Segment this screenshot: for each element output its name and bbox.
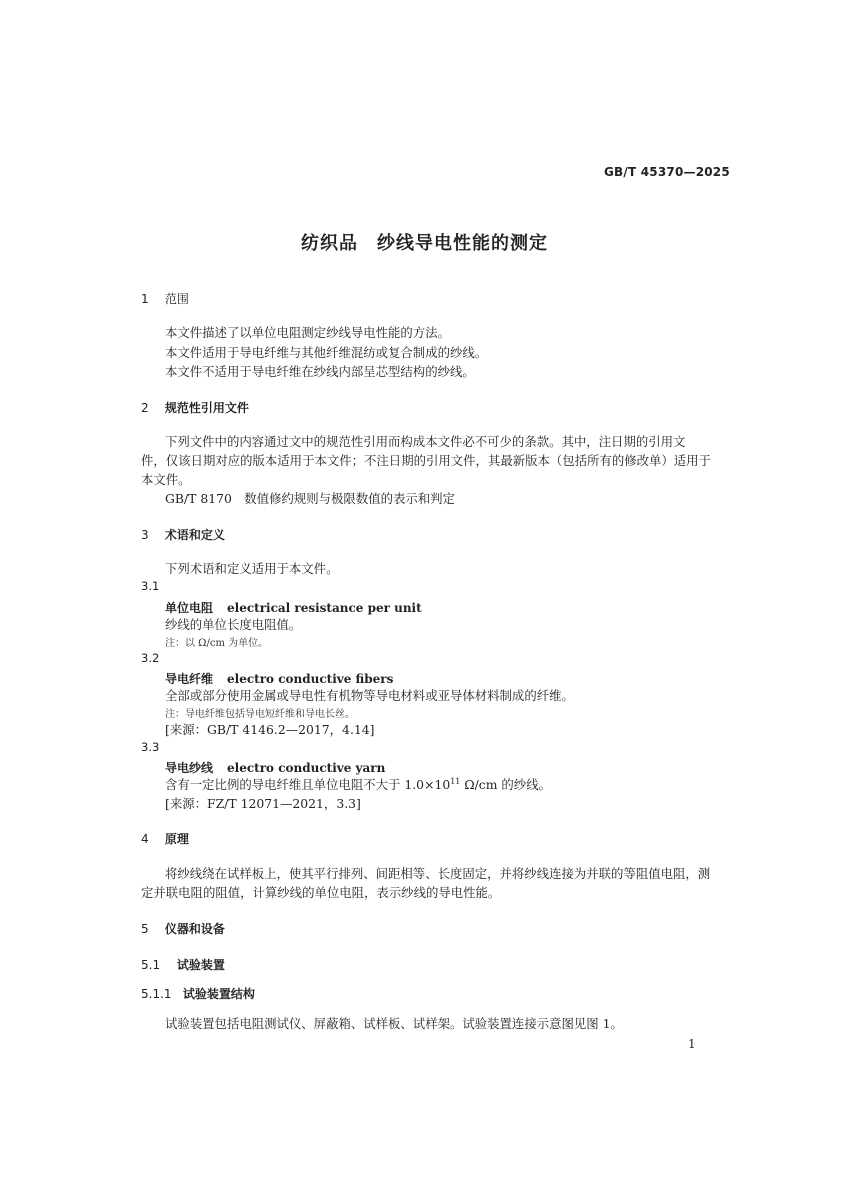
section-number: 1 [141, 292, 149, 306]
section-title: 术语和定义 [164, 528, 225, 542]
term-definition [165, 775, 551, 793]
section-5-1-1-paragraph: 试验装置包括电阻测试仪、屏蔽箱、试样板、试样架。试验装置连接示意图见图 1。 [165, 1016, 623, 1031]
section-5-1-heading [141, 956, 225, 973]
term-chinese: 导电纤维 [165, 672, 214, 686]
term-source: [来源：GB/T 4146.2—2017，4.14] [165, 722, 375, 737]
term-definition: 全部或部分使用金属或导电性有机物等导电材料或亚导体材料制成的纤维。 [165, 688, 574, 703]
section-number: 5.1 [141, 958, 161, 972]
section-4-line-1: 将纱线绕在试样板上，使其平行排列、间距相等、长度固定，并将纱线连接为并联的等阻值电阻，测 [165, 866, 711, 881]
term-english: electro conductive fibers [227, 672, 394, 686]
standard-code: GB/T 45370—2025 [604, 165, 730, 179]
section-4-line-2: 定并联电阻的阻值，计算纱线的单位电阻，表示纱线的导电性能。 [141, 885, 501, 900]
section-title: 范围 [164, 292, 189, 306]
section-number: 4 [141, 832, 149, 846]
term-heading [165, 597, 422, 616]
term-note: 注：导电纤维包括导电短纤维和导电长丝。 [165, 709, 355, 720]
term-english: electro conductive yarn [227, 761, 386, 775]
section-2-line-2: 件，仅该日期对应的版本适用于本文件；不注日期的引用文件，其最新版本（包括所有的修改单）适用于 [141, 453, 711, 468]
term-number: 3.3 [141, 740, 160, 754]
section-title: 试验装置 [176, 958, 225, 972]
section-3-heading [141, 526, 225, 543]
definition-part: Ω/cm 的纱线。 [460, 777, 551, 792]
section-number: 3 [141, 528, 149, 542]
section-1-heading [141, 290, 189, 307]
section-2-line-3: 本文件。 [141, 472, 191, 487]
term-chinese: 单位电阻 [165, 601, 214, 615]
section-number: 5.1.1 [141, 987, 172, 1001]
term-english: electrical resistance per unit [227, 601, 422, 615]
term-number: 3.1 [141, 579, 160, 593]
section-5-1-1-heading [141, 985, 255, 1002]
section-5-heading [141, 920, 225, 937]
term-number: 3.2 [141, 651, 160, 665]
section-title: 原理 [164, 832, 189, 846]
section-2-heading [141, 399, 249, 416]
section-4-heading [141, 830, 189, 847]
section-1-paragraph-1: 本文件描述了以单位电阻测定纱线导电性能的方法。 [165, 325, 450, 340]
section-title: 规范性引用文件 [164, 401, 249, 415]
normative-reference: GB/T 8170 数值修约规则与极限数值的表示和判定 [165, 491, 455, 506]
page-number: 1 [688, 1037, 696, 1051]
section-2-line-1: 下列文件中的内容通过文中的规范性引用而构成本文件必不可少的条款。其中，注日期的引用文 [165, 434, 686, 449]
exponent: 11 [450, 776, 461, 786]
section-3-intro: 下列术语和定义适用于本文件。 [165, 561, 339, 576]
term-note: 注：以 Ω/cm 为单位。 [165, 638, 269, 649]
section-number: 2 [141, 401, 149, 415]
term-chinese: 导电纱线 [165, 761, 214, 775]
term-heading [165, 668, 393, 687]
document-title: 纺织品 纱线导电性能的测定 [301, 233, 548, 254]
term-source: [来源：FZ/T 12071—2021，3.3] [165, 796, 361, 811]
section-number: 5 [141, 922, 149, 936]
section-title: 试验装置结构 [182, 987, 255, 1001]
section-title: 仪器和设备 [164, 922, 225, 936]
section-1-paragraph-3: 本文件不适用于导电纤维在纱线内部呈芯型结构的纱线。 [165, 364, 475, 379]
term-definition: 纱线的单位长度电阻值。 [165, 617, 302, 632]
term-heading [165, 757, 385, 776]
definition-part: 含有一定比例的导电纤维且单位电阻不大于 1.0×10 [165, 777, 451, 792]
section-1-paragraph-2: 本文件适用于导电纤维与其他纤维混纺或复合制成的纱线。 [165, 345, 488, 360]
